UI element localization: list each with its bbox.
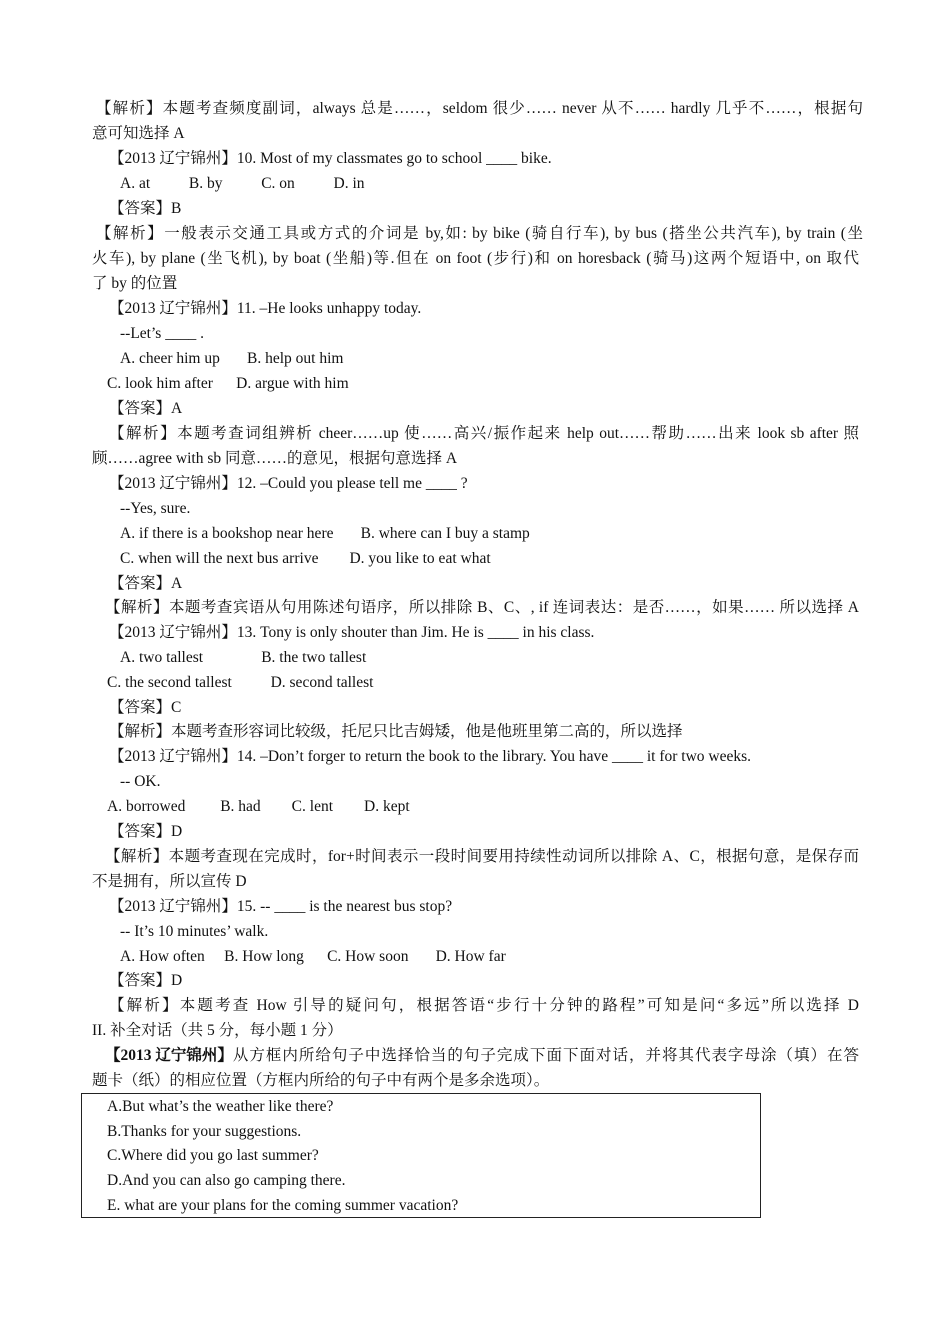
- question-13: 【2013 辽宁锦州】13. Tony is only shouter than Jim. He is ____ in his class.: [109, 624, 595, 641]
- text-line: --Let’s ____ .: [120, 325, 204, 342]
- options-10: A. at B. by C. on D. in: [120, 175, 365, 192]
- text-line: 意可知选择 A: [92, 125, 185, 142]
- option-d: D.And you can also go camping there.: [107, 1172, 346, 1189]
- options-11: A. cheer him up B. help out him: [120, 350, 344, 367]
- text-line: 火车), by plane (坐飞机), by boat (坐船)等.但在 on foot (步行)和 on horesback (骑马)这两个短语中, on 取代: [92, 250, 859, 267]
- question-12: 【2013 辽宁锦州】12. –Could you please tell me ____ ?: [109, 475, 468, 492]
- options-13: C. the second tallest D. second tallest: [107, 674, 374, 691]
- source-tag: 【2013 辽宁锦州】: [105, 1047, 233, 1064]
- options-14: A. borrowed B. had C. lent D. kept: [107, 798, 410, 815]
- answer-14: 【答案】D: [109, 823, 183, 840]
- question-14: 【2013 辽宁锦州】14. –Don’t forger to return the book to the library. You have ____ it for two weeks.: [109, 748, 752, 765]
- text-line: 【解析】本题考查词组辨析 cheer……up 使……高兴/振作起来 help out……帮助……出来 look sb after 照: [109, 425, 859, 442]
- answer-12: 【答案】A: [109, 575, 183, 592]
- options-11: C. look him after D. argue with him: [107, 375, 349, 392]
- answer-11: 【答案】A: [109, 400, 183, 417]
- text-line: -- OK.: [120, 773, 161, 790]
- text-line: 【解析】本题考查形容词比较级，托尼只比吉姆矮，他是他班里第二高的，所以选择: [109, 723, 683, 740]
- text-line: --Yes, sure.: [120, 500, 191, 517]
- text-line: 题卡（纸）的相应位置（方框内所给的句子中有两个是多余选项）。: [92, 1072, 550, 1089]
- section-heading: II. 补全对话（共 5 分，每小题 1 分）: [92, 1022, 343, 1039]
- text-line: 顾……agree with sb 同意……的意见，根据句意选择 A: [92, 450, 458, 467]
- question-11: 【2013 辽宁锦州】11. –He looks unhappy today.: [109, 300, 422, 317]
- instruction-text: 从方框内所给句子中选择恰当的句子完成下面下面对话，并将其代表字母涂（填）在答: [232, 1047, 859, 1064]
- options-12: A. if there is a bookshop near here B. where can I buy a stamp: [120, 525, 530, 542]
- options-13: A. two tallest B. the two tallest: [120, 649, 367, 666]
- text-line: 【解析】本题考查 How 引导的疑问句，根据答语“步行十分钟的路程”可知是问“多远”所以选择 D: [109, 997, 859, 1014]
- answer-10: 【答案】B: [109, 200, 182, 217]
- text-line: 【解析】一般表示交通工具或方式的介词是 by,如: by bike (骑自行车), by bus (搭坐公共汽车), by train (坐: [96, 225, 863, 242]
- text-line: -- It’s 10 minutes’ walk.: [120, 923, 269, 940]
- option-e: E. what are your plans for the coming summer vacation?: [107, 1197, 459, 1214]
- text-line: 【解析】本题考查现在完成时，for+时间表示一段时间要用持续性动词所以排除 A、C，根据句意，是保存而: [105, 848, 859, 865]
- option-c: C.Where did you go last summer?: [107, 1147, 319, 1164]
- options-15: A. How often B. How long C. How soon D. How far: [120, 948, 506, 965]
- text-line: 【解析】本题考查宾语从句用陈述句语序，所以排除 B、C、, if 连词表达：是否……，如果…… 所以选择 A: [105, 599, 859, 616]
- text-line: 了 by 的位置: [92, 275, 178, 292]
- options-box: [81, 1093, 761, 1218]
- option-b: B.Thanks for your suggestions.: [107, 1123, 302, 1140]
- text-line: 【解析】本题考查频度副词，always 总是……，seldom 很少…… never 从不…… hardly 几乎不……，根据句: [96, 100, 863, 117]
- text-line: 不是拥有，所以宣传 D: [92, 873, 247, 890]
- options-12: C. when will the next bus arrive D. you like to eat what: [120, 550, 491, 567]
- option-a: A.But what’s the weather like there?: [107, 1098, 334, 1115]
- text-line: [105, 1045, 859, 1067]
- answer-13: 【答案】C: [109, 699, 182, 716]
- question-10: 【2013 辽宁锦州】10. Most of my classmates go to school ____ bike.: [109, 150, 552, 167]
- question-15: 【2013 辽宁锦州】15. -- ____ is the nearest bus stop?: [109, 898, 453, 915]
- answer-15: 【答案】D: [109, 972, 183, 989]
